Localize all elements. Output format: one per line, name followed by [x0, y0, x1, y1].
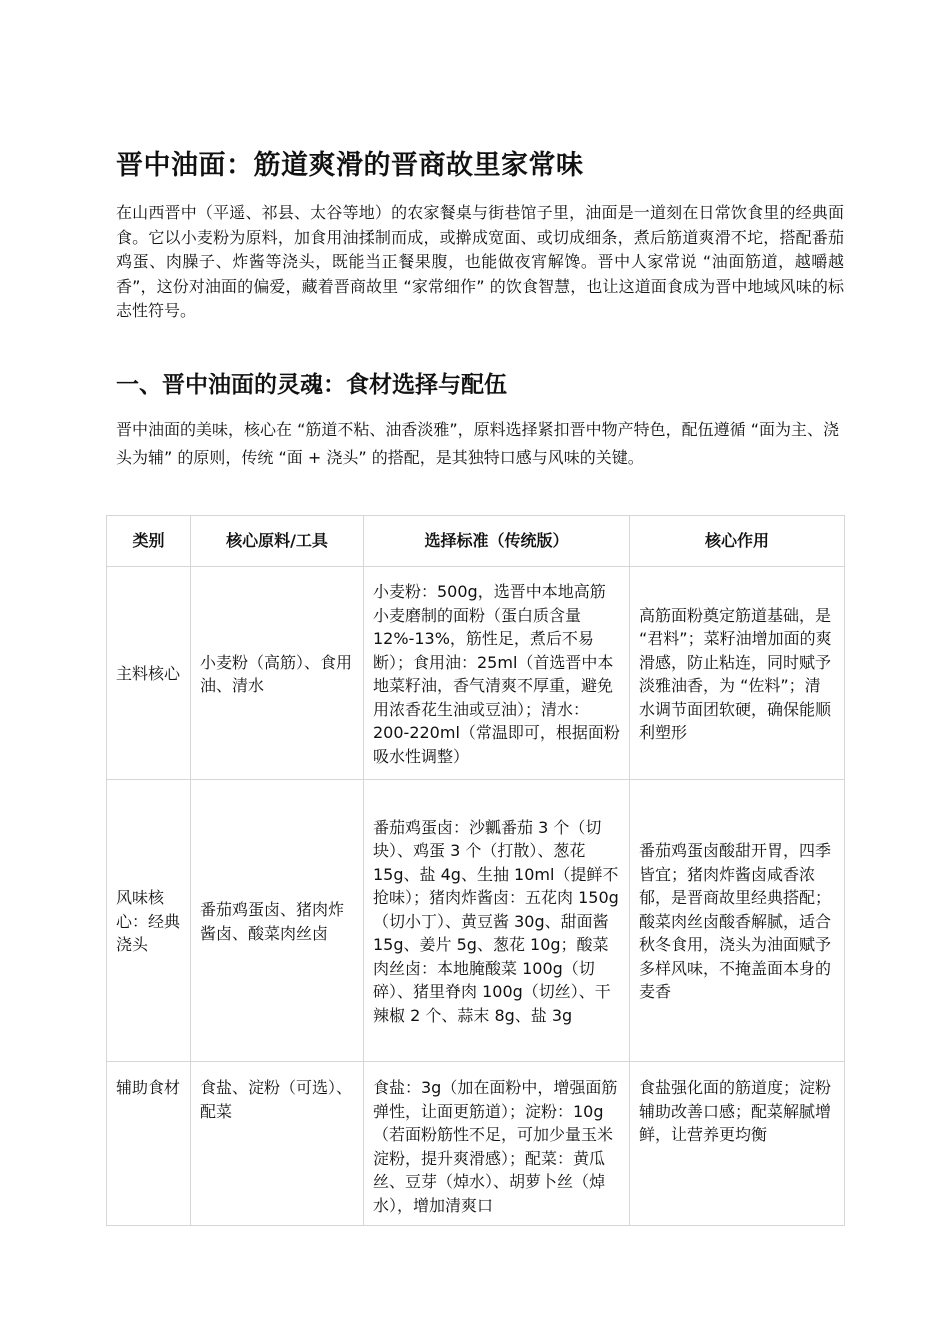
cell-category: 风味核心：经典浇头 — [107, 780, 191, 1062]
header-category: 类别 — [107, 516, 191, 567]
cell-standard: 食盐：3g（加在面粉中，增强面筋弹性，让面更筋道）；淀粉：10g（若面粉筋性不足，可加少量玉米淀粉，提升爽滑感）；配菜：黄瓜丝、豆芽（焯水）、胡萝卜丝（焯水），增加清爽口 — [364, 1062, 630, 1226]
cell-standard: 小麦粉：500g，选晋中本地高筋小麦磨制的面粉（蛋白质含量 12%-13%，筋性足，煮后不易断）；食用油：25ml（首选晋中本地菜籽油，香气清爽不厚重，避免用浓香花生油或豆油）；清水：200-220ml（常温即可，根据面粉吸水性调整） — [364, 567, 630, 780]
table-row — [107, 1062, 845, 1226]
cell-role: 高筋面粉奠定筋道基础，是 “君料”；菜籽油增加面的爽滑感，防止粘连，同时赋予淡雅油香，为 “佐料”；清水调节面团软硬，确保能顺利塑形 — [630, 567, 845, 780]
cell-role: 食盐强化面的筋道度；淀粉辅助改善口感；配菜解腻增鲜，让营养更均衡 — [630, 1062, 845, 1226]
table-row — [107, 567, 845, 780]
section-paragraph: 晋中油面的美味，核心在 “筋道不粘、油香淡雅”，原料选择紧扣晋中物产特色，配伍遵循 “面为主、浇头为辅” 的原则，传统 “面 + 浇头” 的搭配，是其独特口感与风味的关键。 — [116, 420, 840, 467]
intro-paragraph: 在山西晋中（平遥、祁县、太谷等地）的农家餐桌与街巷馆子里，油面是一道刻在日常饮食里的经典面食。它以小麦粉为原料，加食用油揉制而成，或擀成宽面、或切成细条，煮后筋道爽滑不坨，搭配番茄鸡蛋、肉臊子、炸酱等浇头，既能当正餐果腹，也能做夜宵解馋。晋中人家常说 “油面筋道，越嚼越香”，这份对油面的偏爱，藏着晋商故里 “家常细作” 的饮食智慧，也让这道面食成为晋中地域风味的标志性符号。 — [116, 203, 844, 320]
header-materials: 核心原料/工具 — [191, 516, 364, 567]
page-title: 晋中油面：筋道爽滑的晋商故里家常味 — [116, 150, 584, 181]
section-heading: 一、晋中油面的灵魂：食材选择与配伍 — [116, 372, 507, 398]
header-standard: 选择标准（传统版） — [364, 516, 630, 567]
cell-role: 番茄鸡蛋卤酸甜开胃，四季皆宜；猪肉炸酱卤咸香浓郁，是晋商故里经典搭配；酸菜肉丝卤酸香解腻，适合秋冬食用，浇头为油面赋予多样风味，不掩盖面本身的麦香 — [630, 780, 845, 1062]
cell-category: 辅助食材 — [107, 1062, 191, 1226]
cell-materials: 小麦粉（高筋）、食用油、清水 — [191, 567, 364, 780]
table-row — [107, 780, 845, 1062]
cell-materials: 食盐、淀粉（可选）、配菜 — [191, 1062, 364, 1226]
cell-category: 主料核心 — [107, 567, 191, 780]
table-header-row — [107, 516, 845, 567]
cell-materials: 番茄鸡蛋卤、猪肉炸酱卤、酸菜肉丝卤 — [191, 780, 364, 1062]
header-role: 核心作用 — [630, 516, 845, 567]
ingredients-table — [106, 515, 845, 1226]
cell-standard: 番茄鸡蛋卤：沙瓤番茄 3 个（切块）、鸡蛋 3 个（打散）、葱花 15g、盐 4g、生抽 10ml（提鲜不抢味）；猪肉炸酱卤：五花肉 150g（切小丁）、黄豆酱 30g、甜面酱 15g、姜片 5g、葱花 10g；酸菜肉丝卤：本地腌酸菜 100g（切碎）、猪里脊肉 100g（切丝）、干辣椒 2 个、蒜末 8g、盐 3g — [364, 780, 630, 1062]
